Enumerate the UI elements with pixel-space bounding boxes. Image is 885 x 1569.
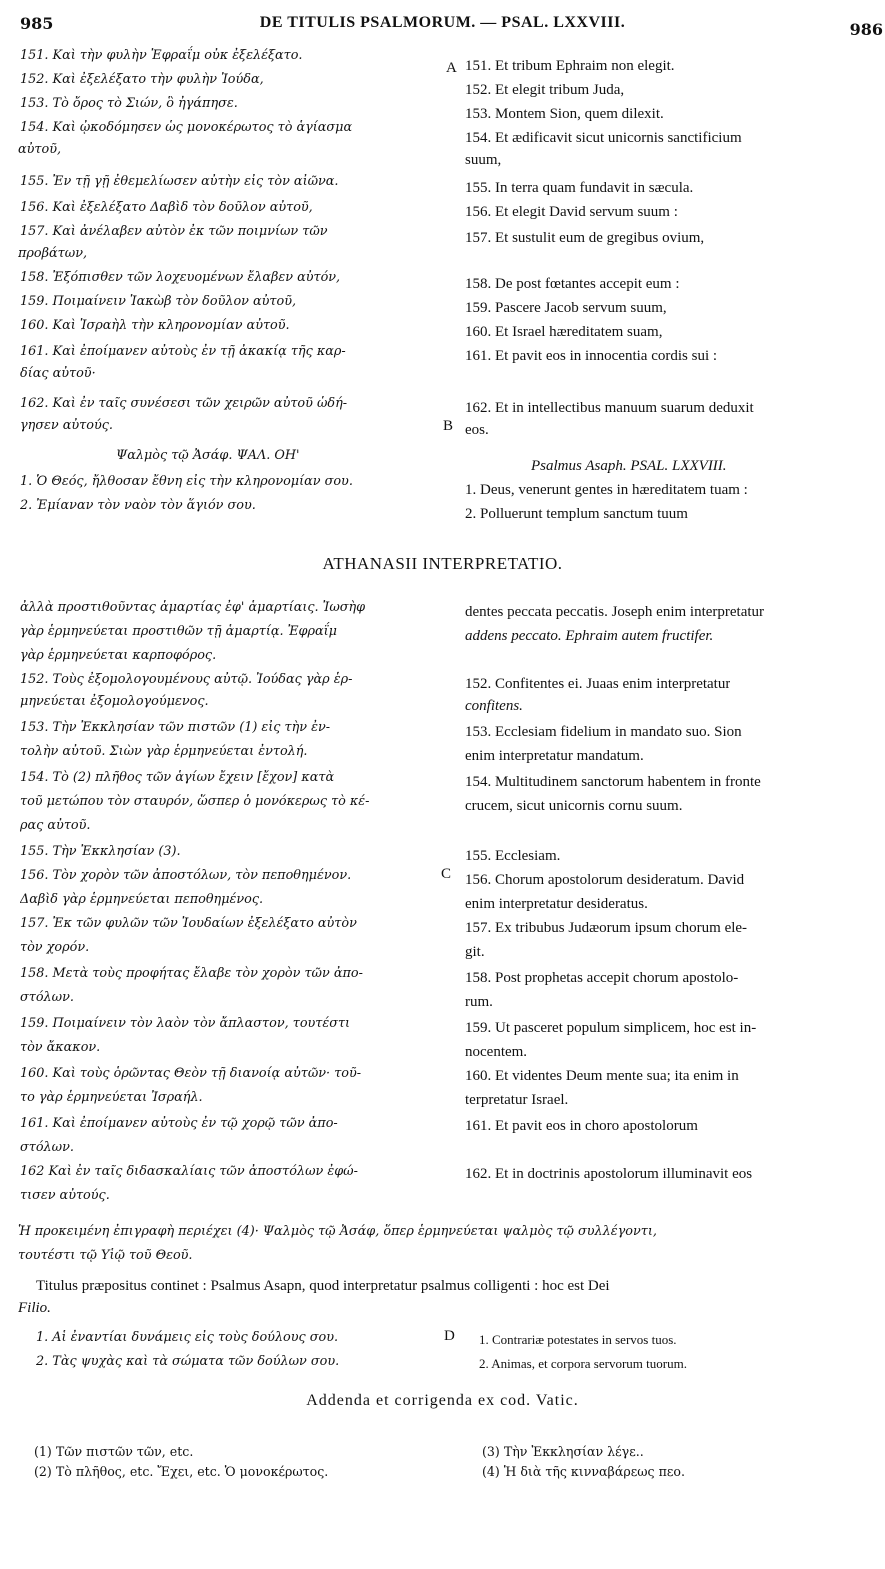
text-line: 159. Pascere Jacob servum suum,	[465, 300, 667, 316]
text-line: enim interpretatur desideratus.	[465, 896, 648, 912]
text-line: τὸν ἄκακον.	[20, 1040, 101, 1055]
text-line: 152. Et elegit tribum Juda,	[465, 82, 625, 98]
text-line: 154. Τὸ (2) πλῆθος τῶν ἁγίων ἔχειν [ἔχον] κατὰ	[20, 770, 335, 785]
text-line: 156. Et elegit David servum suum :	[465, 204, 678, 220]
text-line: 156. Τὸν χορὸν τῶν ἀποστόλων, τὸν πεποθημένον.	[20, 868, 352, 883]
text-line: 157. Καὶ ἀνέλαβεν αὐτὸν ἐκ τῶν ποιμνίων τῶν	[20, 224, 328, 239]
text-line: 2. Τὰς ψυχὰς καὶ τὰ σώματα τῶν δούλων σου.	[36, 1354, 340, 1369]
text-line: 151. Καὶ τὴν φυλὴν Ἐφραΐμ οὐκ ἐξελέξατο.	[20, 48, 303, 63]
text-line: 158. De post fœtantes accepit eum :	[465, 276, 680, 292]
text-line: terpretatur Israel.	[465, 1092, 569, 1108]
text-line: 158. Μετὰ τοὺς προφήτας ἔλαβε τὸν χορὸν τῶν ἀπο-	[20, 966, 363, 981]
text-line: 159. Ποιμαίνειν τὸν λαὸν τὸν ἄπλαστον, τουτέστι	[20, 1016, 351, 1031]
text-line: 157. Ἐκ τῶν φυλῶν τῶν Ἰουδαίων ἐξελέξατο αὐτὸν	[20, 916, 357, 931]
text-line: 162. Καὶ ἐν ταῖς συνέσεσι τῶν χειρῶν αὐτοῦ ὡδή-	[20, 396, 348, 411]
text-line: Ἡ προκειμένη ἐπιγραφὴ περιέχει (4)· Ψαλμὸς τῷ Ἀσάφ, ὅπερ ἑρμηνεύεται ψαλμὸς τῷ συλλέγοντι,	[18, 1224, 657, 1239]
text-line: 156. Καὶ ἐξελέξατο Δαβὶδ τὸν δοῦλον αὐτοῦ,	[20, 200, 313, 215]
margin-letter-c: C	[441, 866, 452, 882]
text-line: τουτέστι τῷ Υἱῷ τοῦ Θεοῦ.	[18, 1248, 193, 1263]
text-line: 158. Ἐξόπισθεν τῶν λοχευομένων ἔλαβεν αὐτόν,	[20, 270, 341, 285]
text-line: 162. Et in intellectibus manuum suarum deduxit	[465, 400, 754, 416]
addenda-title: Addenda et corrigenda ex cod. Vatic.	[306, 1392, 579, 1409]
text-line: 157. Et sustulit eum de gregibus ovium,	[465, 230, 705, 246]
text-line: δίας αὐτοῦ·	[20, 366, 96, 381]
text-line: 1. Deus, venerunt gentes in hæreditatem tuam :	[465, 482, 748, 498]
text-line: Filio.	[18, 1300, 51, 1316]
notes-left	[34, 0, 454, 1480]
text-line: 153. Τὴν Ἐκκλησίαν τῶν πιστῶν (1) εἰς τὴν ἐν-	[20, 720, 331, 735]
text-line: rum.	[465, 994, 493, 1010]
text-line: 152. Τοὺς ἐξομολογουμένους αὐτῷ. Ἰούδας γὰρ ἑρ-	[20, 672, 353, 687]
text-line: 1. Αἱ ἐναντίαι δυνάμεις εἰς τοὺς δούλους σου.	[36, 1330, 339, 1345]
footnote: (4) Ἡ διὰ τῆς κινναβάρεως πεο.	[482, 1464, 685, 1479]
text-line: 155. In terra quam fundavit in sæcula.	[465, 180, 694, 196]
footnote: (3) Τὴν Ἐκκλησίαν λέγε..	[482, 1444, 644, 1459]
footnote: (1) Τῶν πιστῶν τῶν, etc.	[34, 1444, 194, 1459]
text-line: 1. Ὁ Θεός, ἤλθοσαν ἔθνη εἰς τὴν κληρονομίαν σου.	[20, 474, 353, 489]
footnote: (2) Τὸ πλῆθος, etc. Ἔχει, etc. Ὁ μονοκέρωτος.	[34, 1464, 329, 1479]
text-line: 152. Καὶ ἐξελέξατο τὴν φυλὴν Ἰούδα,	[20, 72, 264, 87]
text-line: τοῦ μετώπου τὸν σταυρόν, ὥσπερ ὁ μονόκερως τὸ κέ-	[20, 794, 370, 809]
psalm-heading-latin: Psalmus Asaph. PSAL. LXXVIII.	[531, 458, 727, 474]
text-line: 161. Καὶ ἐποίμανεν αὐτοὺς ἐν τῇ ἀκακίᾳ τῆς καρ-	[20, 344, 346, 359]
text-line: 153. Ecclesiam fidelium in mandato suo. Sion	[465, 724, 742, 740]
text-line: 159. Ποιμαίνειν Ἰακὼβ τὸν δοῦλον αὐτοῦ,	[20, 294, 297, 309]
text-line: 152. Confitentes ei. Juaas enim interpretatur	[465, 676, 731, 692]
text-line: 2. Animas, et corpora servorum tuorum.	[479, 1356, 687, 1371]
text-line: 160. Et Israel hæreditatem suam,	[465, 324, 663, 340]
running-title: DE TITULIS PSALMORUM. — PSAL. LXXVIII.	[259, 14, 626, 31]
text-line: στόλων.	[20, 990, 74, 1005]
margin-letter-b: B	[443, 418, 454, 434]
text-line: eos.	[465, 422, 489, 438]
text-line: enim interpretatur mandatum.	[465, 748, 644, 764]
text-line: γὰρ ἑρμηνεύεται καρποφόρος.	[20, 648, 217, 663]
page-number-left: 985	[20, 14, 54, 33]
text-line: προβάτων,	[18, 246, 88, 261]
text-line: μηνεύεται ἐξομολογούμενος.	[20, 694, 209, 709]
text-line: Δαβὶδ γὰρ ἑρμηνεύεται πεποθημένος.	[20, 892, 264, 907]
text-line: τὸν χορόν.	[20, 940, 90, 955]
text-line: 2. Ἐμίαναν τὸν ναὸν τὸν ἅγιόν σου.	[20, 498, 256, 513]
text-line: 156. Chorum apostolorum desideratum. David	[465, 872, 745, 888]
psalm-heading-greek: Ψαλμὸς τῷ Ἀσάφ. ΨΑΛ. ΟΗ'	[116, 448, 300, 463]
text-line: στόλων.	[20, 1140, 74, 1155]
text-line: τισεν αὐτούς.	[20, 1188, 110, 1203]
text-line: αὐτοῦ,	[18, 142, 62, 157]
text-line: suum,	[465, 152, 502, 168]
text-line: 159. Ut pasceret populum simplicem, hoc est in-	[465, 1020, 757, 1036]
text-line: γὰρ ἑρμηνεύεται προστιθῶν τῇ ἁμαρτίᾳ. Ἐφραΐμ	[20, 624, 337, 639]
text-line: ἀλλὰ προστιθοῦντας ἁμαρτίας ἐφ' ἁμαρτίαις. Ἰωσὴφ	[20, 600, 366, 615]
text-line: 161. Et pavit eos in choro apostolorum	[465, 1118, 698, 1134]
text-line: 1. Contrariæ potestates in servos tuos.	[479, 1332, 677, 1347]
text-line: 160. Καὶ Ἰσραὴλ τὴν κληρονομίαν αὐτοῦ.	[20, 318, 290, 333]
text-line: 157. Ex tribubus Judæorum ipsum chorum ele-	[465, 920, 748, 936]
notes-right	[482, 0, 882, 1480]
text-line: 162 Καὶ ἐν ταῖς διδασκαλίαις τῶν ἀποστόλων ἐφώ-	[20, 1164, 358, 1179]
text-line: 161. Et pavit eos in innocentia cordis sui :	[465, 348, 718, 364]
text-line: dentes peccata peccatis. Joseph enim interpretatur	[465, 604, 765, 620]
text-line: 158. Post prophetas accepit chorum apostolo-	[465, 970, 739, 986]
text-line: crucem, sicut unicornis cornu suum.	[465, 798, 683, 814]
text-line: 151. Et tribum Ephraim non elegit.	[465, 58, 675, 74]
text-line: Titulus præpositus continet : Psalmus Asapn, quod interpretatur psalmus colligenti : hoc est Dei	[36, 1278, 610, 1294]
margin-letter-d: D	[444, 1328, 455, 1344]
text-line: 154. Et ædificavit sicut unicornis sanctificium	[465, 130, 742, 146]
text-line: addens peccato. Ephraim autem fructifer.	[465, 628, 714, 644]
text-line: το γὰρ ἑρμηνεύεται Ἰσραήλ.	[20, 1090, 203, 1105]
text-line: git.	[465, 944, 485, 960]
text-line: 153. Montem Sion, quem dilexit.	[465, 106, 664, 122]
text-line: τολὴν αὐτοῦ. Σιὼν γὰρ ἑρμηνεύεται ἐντολή.	[20, 744, 308, 759]
text-line: 160. Καὶ τοὺς ὁρῶντας Θεὸν τῇ διανοίᾳ αὐτῶν· τοῦ-	[20, 1066, 362, 1081]
text-line: 161. Καὶ ἐποίμανεν αὐτοὺς ἐν τῷ χορῷ τῶν ἀπο-	[20, 1116, 338, 1131]
section-title: ATHANASII INTERPRETATIO.	[322, 554, 563, 573]
margin-letter-a: A	[446, 60, 457, 76]
text-line: 162. Et in doctrinis apostolorum illuminavit eos	[465, 1166, 753, 1182]
text-line: γησεν αὐτούς.	[20, 418, 113, 433]
text-line: ρας αὐτοῦ.	[20, 818, 91, 833]
text-line: 155. Ecclesiam.	[465, 848, 561, 864]
text-line: 153. Τὸ ὄρος τὸ Σιών, ὃ ἠγάπησε.	[20, 96, 238, 111]
page-number-right: 986	[849, 20, 883, 39]
text-line: 154. Multitudinem sanctorum habentem in fronte	[465, 774, 761, 790]
text-line: 155. Τὴν Ἐκκλησίαν (3).	[20, 844, 181, 859]
text-line: 2. Polluerunt templum sanctum tuum	[465, 506, 688, 522]
text-line: nocentem.	[465, 1044, 528, 1060]
text-line: confitens.	[465, 698, 523, 714]
text-line: 155. Ἐν τῇ γῇ ἐθεμελίωσεν αὐτὴν εἰς τὸν αἰῶνα.	[20, 174, 339, 189]
text-line: 160. Et videntes Deum mente sua; ita enim in	[465, 1068, 739, 1084]
text-line: 154. Καὶ ᾠκοδόμησεν ὡς μονοκέρωτος τὸ ἁγίασμα	[20, 120, 353, 135]
